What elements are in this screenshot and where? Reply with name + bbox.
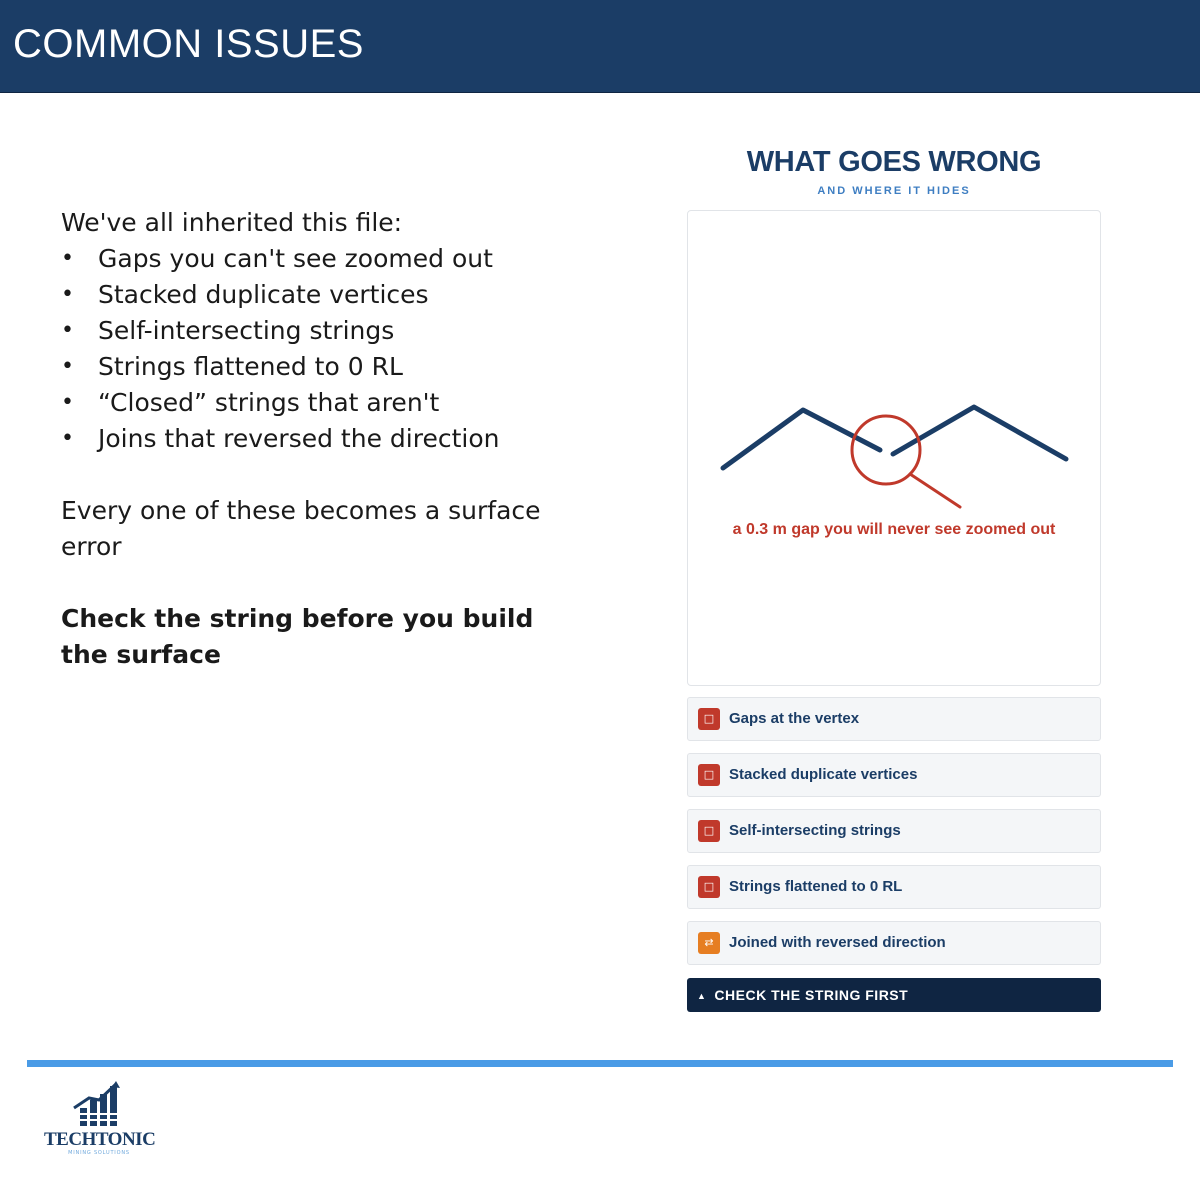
footer-divider xyxy=(27,1060,1173,1067)
bullet-item: • Joins that reversed the direction xyxy=(61,421,621,457)
techtonic-logo xyxy=(44,1080,154,1162)
page-title: COMMON ISSUES xyxy=(13,22,364,66)
issue-label: Stacked duplicate vertices xyxy=(729,766,918,783)
logo-tagline: MINING SOLUTIONS xyxy=(68,1150,130,1156)
bullet-item: • Strings flattened to 0 RL xyxy=(61,349,621,385)
string-gap-drawing xyxy=(688,211,1102,687)
issue-label: Joined with reversed direction xyxy=(729,934,946,951)
issue-bullet-list xyxy=(61,241,621,457)
square-icon: □ xyxy=(698,820,720,842)
square-icon: □ xyxy=(698,764,720,786)
issue-item-gaps[interactable] xyxy=(687,697,1101,741)
logo-wordmark: TECHTONIC xyxy=(44,1129,156,1150)
bar-chart-logo-icon xyxy=(44,1080,154,1130)
gap-illustration xyxy=(687,210,1101,686)
issue-item-reversed[interactable] xyxy=(687,921,1101,965)
check-string-button[interactable] xyxy=(687,978,1101,1012)
issue-item-self-intersecting[interactable] xyxy=(687,809,1101,853)
square-icon: □ xyxy=(698,708,720,730)
what-goes-wrong-panel xyxy=(687,140,1101,1003)
square-icon: □ xyxy=(698,876,720,898)
header-bar xyxy=(0,0,1200,93)
content-text xyxy=(61,205,621,673)
bullet-item: • “Closed” strings that aren't xyxy=(61,385,621,421)
issue-label: Self-intersecting strings xyxy=(729,822,901,839)
panel-subtitle: AND WHERE IT HIDES xyxy=(817,185,971,197)
issue-label: Gaps at the vertex xyxy=(729,710,860,727)
bullet-item: • Stacked duplicate vertices xyxy=(61,277,621,313)
issue-list xyxy=(687,697,1101,977)
issue-item-flattened[interactable] xyxy=(687,865,1101,909)
gap-caption: a 0.3 m gap you will never see zoomed out xyxy=(732,521,1056,538)
magnifier-handle xyxy=(910,474,960,507)
issue-item-duplicates[interactable] xyxy=(687,753,1101,797)
bullet-item: • Self-intersecting strings xyxy=(61,313,621,349)
check-string-label: CHECK THE STRING FIRST xyxy=(714,987,909,1003)
triangle-up-icon: ▲ xyxy=(697,991,707,1001)
call-to-action-text: Check the string before you build the surface xyxy=(61,604,534,669)
panel-title: WHAT GOES WRONG xyxy=(746,146,1042,178)
issue-label: Strings flattened to 0 RL xyxy=(729,878,903,895)
swap-arrows-icon: ⇄ xyxy=(698,932,720,954)
string-line-left xyxy=(723,410,880,468)
intro-text: We've all inherited this file: xyxy=(61,208,403,237)
surface-error-text: Every one of these becomes a surface error xyxy=(61,496,541,561)
bullet-item: • Gaps you can't see zoomed out xyxy=(61,241,621,277)
